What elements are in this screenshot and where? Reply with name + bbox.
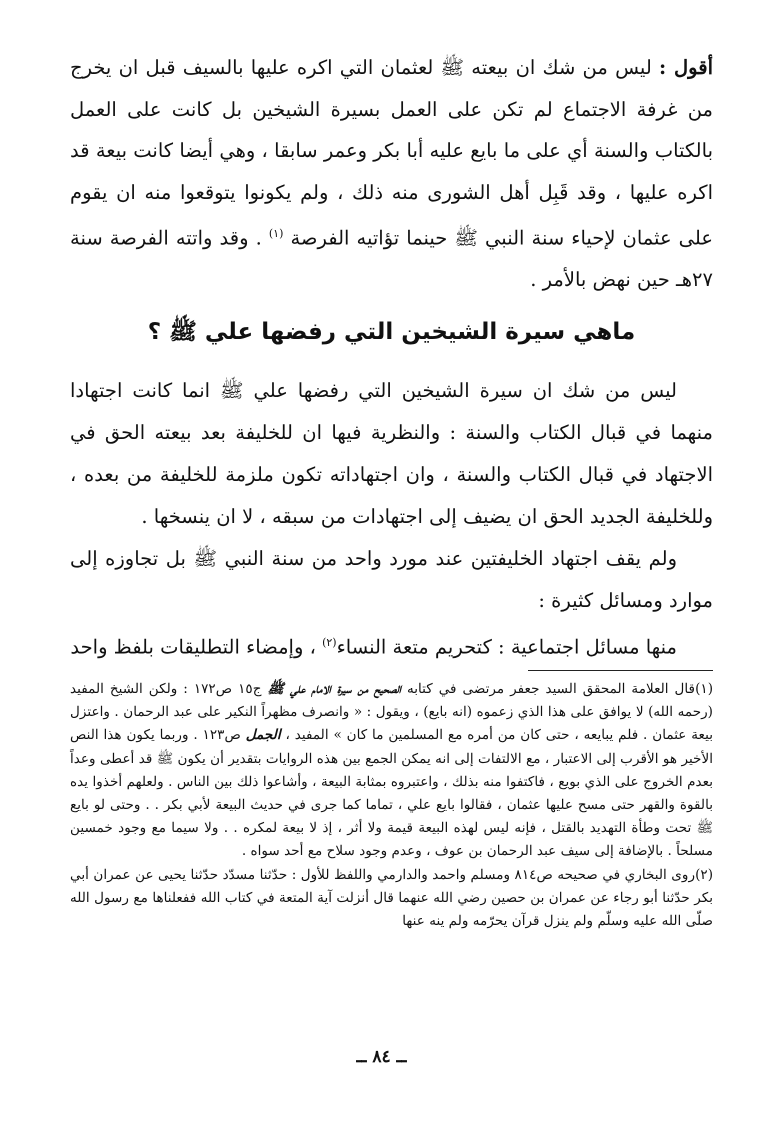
- footnote-1-number: (١): [695, 681, 713, 697]
- body-paragraph-2: ولم يقف اجتهاد الخليفتين عند مورد واحد من سنة النبي ﷺ بل تجاوزه إلى موارد ومسائل كثيرة :: [70, 547, 713, 612]
- footnote-1: [70, 678, 713, 864]
- opening-text-end: . وقد واتته الفرصة سنة ٢٧هـ حين نهض بالأمر .: [70, 226, 713, 291]
- footnote-1-book-title-2: الجمل: [245, 727, 281, 744]
- footnote-divider: [528, 670, 713, 671]
- footnote-2-number: (٢): [695, 866, 713, 883]
- footnote-1-book-title: الصحيح من سيرة الامام علي ﷺ: [267, 681, 401, 697]
- footnote-2-text: روى البخاري في صحيحه ص٨١٤ ومسلم واحمد والدارمي واللفظ للأول : حدّثنا مسدّد حدّثنا يحيى عن عمران أبي بكر حدّثنا أبو رجاء عن عمران بن حصين رضي الله عنهما قال أنزلت آية المتعة في كتاب الله ففعلناها مع رسول الله صلّى الله عليه وسلّم ولم ينزل قرآن يحرّمه ولم ينه عنها: [70, 866, 713, 930]
- opening-paragraph-text: [70, 47, 713, 301]
- footnotes: [70, 678, 713, 933]
- body-paragraph-1: ليس من شك ان سيرة الشيخين التي رفضها علي ﷺ انما كانت اجتهادا منهما في قبال الكتاب والسنة : والنظرية فيها ان للخليفة بعد بيعته الحق في الاجتهاد في قبال الكتاب والسنة ، وان اجتهاداته تكون ملزمة للخليفة من بعده ، وللخليفة الجديد الحق ان يضيف إلى اجتهادات من سبقه ، لا ان ينسخها .: [70, 379, 713, 528]
- section-body: [70, 370, 713, 669]
- footnote-1-text-a: قال العلامة المحقق السيد جعفر مرتضى في كتابه: [406, 681, 696, 697]
- body-paragraph-3-text: منها مسائل اجتماعية : كتحريم متعة النساء: [336, 635, 677, 659]
- footnote-ref-1[interactable]: (١): [268, 227, 284, 240]
- footnote-2: [70, 864, 713, 934]
- opening-text: ليس من شك ان بيعته ﷺ لعثمان التي اكره عليها بالسيف قبل ان يخرج من غرفة الاجتماع لم تكن على العمل بسيرة الشيخين بل كانت على العمل بالكتاب والسنة أي على ما بايع عليه أبا بكر وعمر سابقا ، وهي أيضا كانت بيعة قد اكره عليها ، وقد قَبِل أهل الشورى منه ذلك ، ولم يكونوا يتوقعوا منه ان يقوم على عثمان لإحياء سنة النبي ﷺ حينما تؤاتيه الفرصة: [70, 56, 714, 250]
- footnote-1-text-b: ج١٥ ص١٧٢ : ولكن الشيخ المفيد (رحمه الله) لا يوافق على هذا الذي زعموه (انه بايع) ، ويقول : « وانصرف مظهراً النكير على عبد الرحمان . واعتزل بيعة عثمان . فلم يبايعه ، حتى كان من أمره مع المسلمين ما كان » المفيد ،: [70, 681, 713, 744]
- body-paragraph-3-end: ، وإمضاء التطليقات بلفظ واحد: [70, 635, 316, 659]
- footnote-1-text-c: ص١٢٣ . وربما يكون هذا النص الأخير هو الأقرب إلى الاعتبار ، مع الالتفات إلى انه يمكن الجمع بين هذه الروايات بتقدير أن يكون ﷺ قد أعطى وعداً بعدم الخروج على الذي بويع ، فاكتفوا منه بذلك ، واعتبروه بمثابة البيعة ، وأشاعوا ذلك بين الناس . ولعلهم أخذوا يده بالقوة والقهر حتى مسح عليها عثمان ، فقالوا بايع علي ، تماما كما جرى في حديث البيعة لأبي بكر . . وحتى لو بايع ﷺ تحت وطأة التهديد بالقتل ، فإنه ليس لهذه البيعة قيمة ولا أثر ، إذ لا بيعة لمكره . . ولا سيما مع وجود خمسين مسلحاً . بالإضافة إلى سيف عبد الرحمان بن عوف ، وعدم وجود سلاح مع أحد سواه .: [70, 727, 713, 860]
- lead-word: أقول :: [659, 56, 713, 79]
- page-number: ــ ٨٤ ــ: [356, 1047, 407, 1067]
- section-heading: ماهي سيرة الشيخين التي رفضها علي ﷺ ؟: [147, 319, 636, 345]
- footnote-ref-2[interactable]: (٢): [322, 636, 337, 649]
- body-paragraph-3: [70, 622, 713, 669]
- opening-paragraph: [70, 47, 713, 301]
